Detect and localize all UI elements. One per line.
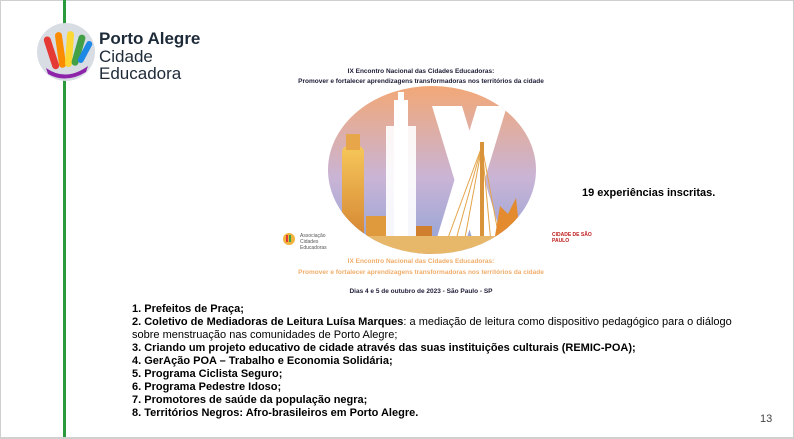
- experience-list: [132, 303, 752, 420]
- poster-lower-heading: IX Encontro Nacional das Cidades Educadoras:: [347, 258, 495, 265]
- logo-subtitle-1: Cidade: [99, 47, 153, 66]
- list-item: 5. Programa Ciclista Seguro;: [132, 368, 283, 380]
- list-item: 1. Prefeitos de Praça;: [132, 303, 244, 315]
- logo-subtitle-2: Educadora: [99, 64, 182, 83]
- page-number: 13: [760, 413, 773, 425]
- association-logo-icon: [282, 232, 296, 246]
- list-item: 7. Promotores de saúde da população negra;: [132, 394, 368, 406]
- poster-city-illustration: [322, 86, 542, 254]
- cidade-educadora-logo-icon: [36, 22, 96, 82]
- list-item: 8. Territórios Negros: Afro-brasileiros em Porto Alegre.: [132, 407, 419, 419]
- poster-heading: IX Encontro Nacional das Cidades Educadoras:: [347, 68, 495, 75]
- poster-subheading: Promover e fortalecer aprendizagens transformadoras nos territórios da cidade: [298, 78, 544, 85]
- sao-paulo-logo: CIDADE DE SÃO PAULO: [552, 232, 592, 244]
- poster-association-logo: [282, 232, 342, 251]
- poster-lower-subheading: Promover e fortalecer aprendizagens transformadoras nos territórios da cidade: [298, 269, 544, 276]
- list-item: 6. Programa Pedestre Idoso;: [132, 381, 282, 393]
- association-logo-text: Associação Cidades Educadoras: [300, 233, 327, 251]
- list-item: 3. Criando um projeto educativo de cidade através das suas instituições culturais (REMIC-POA);: [132, 342, 636, 354]
- list-item: 4. GerAção POA – Trabalho e Economia Solidária;: [132, 355, 393, 367]
- list-item: 2. Coletivo de Mediadoras de Leitura Luísa Marques: a mediação de leitura como dispositivo pedagógico para o diálogo sobre menstruação nas comunidades de Porto Alegre;: [132, 316, 732, 341]
- porto-alegre-logo: [36, 22, 216, 84]
- event-poster: [262, 68, 592, 302]
- experiences-summary: 19 experiências inscritas.: [582, 187, 716, 199]
- logo-title: Porto Alegre: [99, 29, 201, 48]
- poster-date: Dias 4 e 5 de outubro de 2023 - São Paulo - SP: [349, 288, 493, 295]
